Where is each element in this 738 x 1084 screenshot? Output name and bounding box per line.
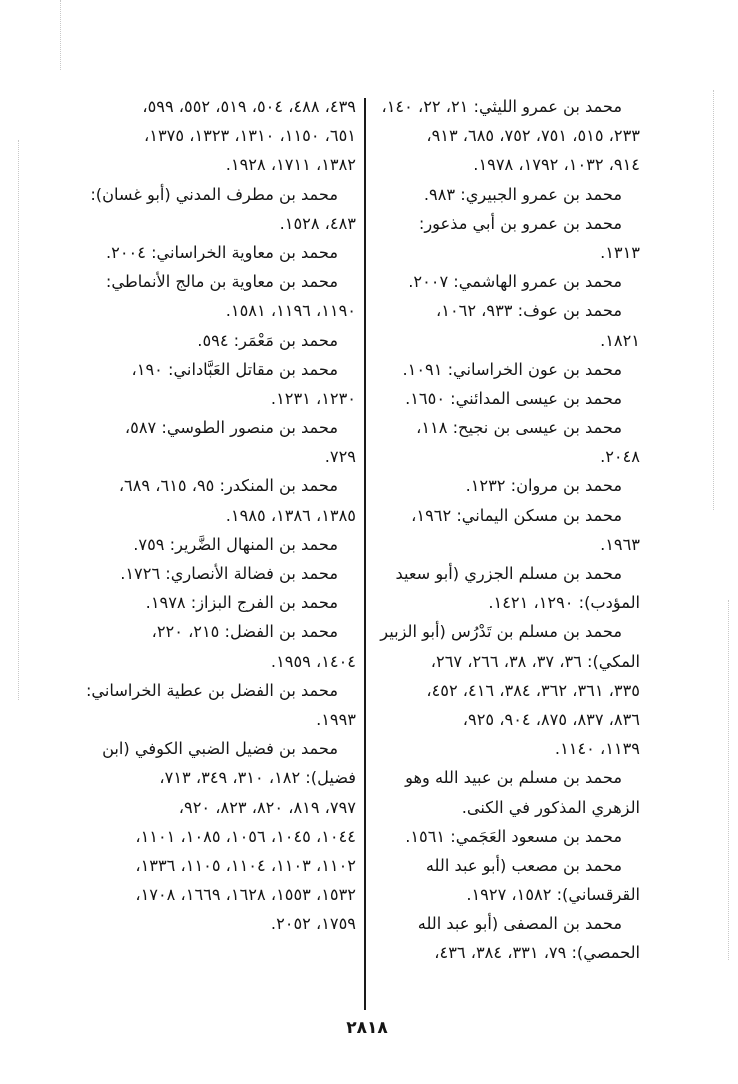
index-line: محمد بن الفرج البزاز: ١٩٧٨. bbox=[145, 593, 338, 613]
scan-artifact bbox=[728, 600, 729, 960]
index-line: ١١٩٠، ١١٩٦، ١٥٨١. bbox=[225, 301, 356, 321]
index-line: محمد بن مقاتل العَبَّاداني: ١٩٠، bbox=[131, 359, 338, 379]
scan-artifact bbox=[60, 0, 61, 70]
right-column bbox=[378, 92, 640, 968]
index-line: ١٩٩٣. bbox=[316, 709, 356, 729]
index-line: ٢٣٣، ٥١٥، ٧٥١، ٧٥٢، ٦٨٥، ٩١٣، bbox=[426, 126, 640, 146]
index-line: محمد بن عون الخراساني: ١٠٩١. bbox=[402, 359, 622, 379]
index-line: ٣٣٥، ٣٦١، ٣٦٢، ٣٨٤، ٤١٦، ٤٥٢، bbox=[426, 680, 640, 700]
index-line: ٤٣٩، ٤٨٨، ٥٠٤، ٥١٩، ٥٥٢، ٥٩٩، bbox=[142, 97, 356, 116]
index-line: محمد بن الفضل بن عطية الخراساني: bbox=[85, 680, 338, 700]
index-line: محمد بن مسلم بن تَدْرُس (أبو الزبير bbox=[380, 622, 622, 642]
column-divider bbox=[364, 98, 366, 1010]
index-line: محمد بن معاوية بن مالج الأنماطي: bbox=[105, 272, 338, 292]
index-line: ١٣٨٥، ١٣٨٦، ١٩٨٥. bbox=[225, 505, 356, 525]
index-line: ١٥٣٢، ١٥٥٣، ١٦٢٨، ١٦٦٩، ١٧٠٨، bbox=[135, 885, 356, 905]
index-line: محمد بن مسعود العَجَمي: ١٥٦١. bbox=[405, 826, 622, 846]
index-line: محمد بن عيسى بن نجيح: ١١٨، bbox=[416, 418, 622, 438]
index-line: محمد بن فضيل الضبي الكوفي (ابن bbox=[102, 739, 338, 759]
index-line: محمد بن منصور الطوسي: ٥٨٧، bbox=[124, 418, 338, 438]
index-line: محمد بن فضالة الأنصاري: ١٧٢٦. bbox=[120, 564, 338, 583]
index-line: محمد بن مروان: ١٢٣٢. bbox=[465, 476, 622, 496]
index-line: محمد بن المنكدر: ٩٥، ٦١٥، ٦٨٩، bbox=[118, 476, 338, 496]
index-line: محمد بن الفضل: ٢١٥، ٢٢٠، bbox=[151, 622, 338, 642]
index-line: ١٣١٣. bbox=[600, 242, 640, 262]
index-line: ١٩٦٣. bbox=[600, 534, 640, 554]
index-line: ١٤٠٤، ١٩٥٩. bbox=[270, 651, 356, 671]
index-line: محمد بن معاوية الخراساني: ٢٠٠٤. bbox=[106, 242, 338, 262]
index-line: محمد بن مطرف المدني (أبو غسان): bbox=[90, 184, 338, 204]
index-line: ٦٥١، ١١٥٠، ١٣١٠، ١٣٢٣، ١٣٧٥، bbox=[144, 126, 356, 146]
index-line: ١٨٢١. bbox=[600, 330, 640, 350]
left-column bbox=[85, 92, 356, 938]
index-line: ٧٢٩. bbox=[324, 447, 356, 467]
index-line: محمد بن مصعب (أبو عبد الله bbox=[425, 855, 622, 875]
index-line: محمد بن عوف: ٩٣٣، ١٠٦٢، bbox=[436, 301, 622, 321]
index-line: محمد بن مسلم بن عبيد الله وهو bbox=[405, 768, 622, 788]
index-line: ٤٨٣، ١٥٢٨. bbox=[279, 213, 356, 233]
scan-artifact bbox=[18, 140, 19, 700]
index-line: ١١٠٢، ١١٠٣، ١١٠٤، ١١٠٥، ١٣٣٦، bbox=[135, 855, 356, 875]
index-line: محمد بن عمرو الهاشمي: ٢٠٠٧. bbox=[408, 272, 622, 292]
index-line: ١٣٨٢، ١٧١١، ١٩٢٨. bbox=[225, 155, 356, 175]
index-line: المكي): ٣٦، ٣٧، ٣٨، ٢٦٦، ٢٦٧، bbox=[430, 651, 640, 671]
index-line: القرقساني): ١٥٨٢، ١٩٢٧. bbox=[466, 885, 640, 905]
index-line: محمد بن مسلم الجزري (أبو سعيد bbox=[395, 564, 622, 583]
scan-artifact bbox=[713, 90, 714, 510]
index-line: محمد بن مسكن اليماني: ١٩٦٢، bbox=[411, 505, 622, 525]
index-line: ١١٣٩، ١١٤٠. bbox=[554, 739, 640, 759]
index-line: الحمصي): ٧٩، ٣٣١، ٣٨٤، ٤٣٦، bbox=[434, 943, 640, 963]
index-line: محمد بن عمرو الجبيري: ٩٨٣. bbox=[423, 184, 622, 204]
index-line: ١٠٤٤، ١٠٤٥، ١٠٥٦، ١٠٨٥، ١١٠١، bbox=[135, 826, 356, 846]
index-line: ١٧٥٩، ٢٠٥٢. bbox=[270, 914, 356, 934]
index-line: ٨٣٦، ٨٣٧، ٨٧٥، ٩٠٤، ٩٢٥، bbox=[462, 709, 640, 729]
index-line: فضيل): ١٨٢، ٣١٠، ٣٤٩، ٧١٣، bbox=[159, 768, 356, 788]
index-line: الزهري المذكور في الكنى. bbox=[461, 797, 640, 817]
index-line: محمد بن عيسى المدائني: ١٦٥٠. bbox=[405, 388, 622, 408]
page-number: ٢٨١٨ bbox=[346, 1018, 388, 1038]
index-line: ٧٩٧، ٨١٩، ٨٢٠، ٨٢٣، ٩٢٠، bbox=[178, 797, 356, 817]
index-line: محمد بن مَعْمَر: ٥٩٤. bbox=[197, 330, 338, 350]
index-line: محمد بن عمرو بن أبي مذعور: bbox=[418, 213, 622, 233]
index-line: محمد بن المصفى (أبو عبد الله bbox=[417, 914, 622, 934]
index-line: ١٢٣٠، ١٢٣١. bbox=[270, 388, 356, 408]
index-line: محمد بن عمرو الليثي: ٢١، ٢٢، ١٤٠، bbox=[381, 97, 622, 116]
index-line: المؤدب): ١٢٩٠، ١٤٢١. bbox=[488, 593, 640, 613]
index-line: ٩١٤، ١٠٣٢، ١٧٩٢، ١٩٧٨. bbox=[473, 155, 640, 175]
index-line: ٢٠٤٨. bbox=[600, 447, 640, 467]
index-line: محمد بن المنهال الضَّرير: ٧٥٩. bbox=[133, 534, 338, 554]
